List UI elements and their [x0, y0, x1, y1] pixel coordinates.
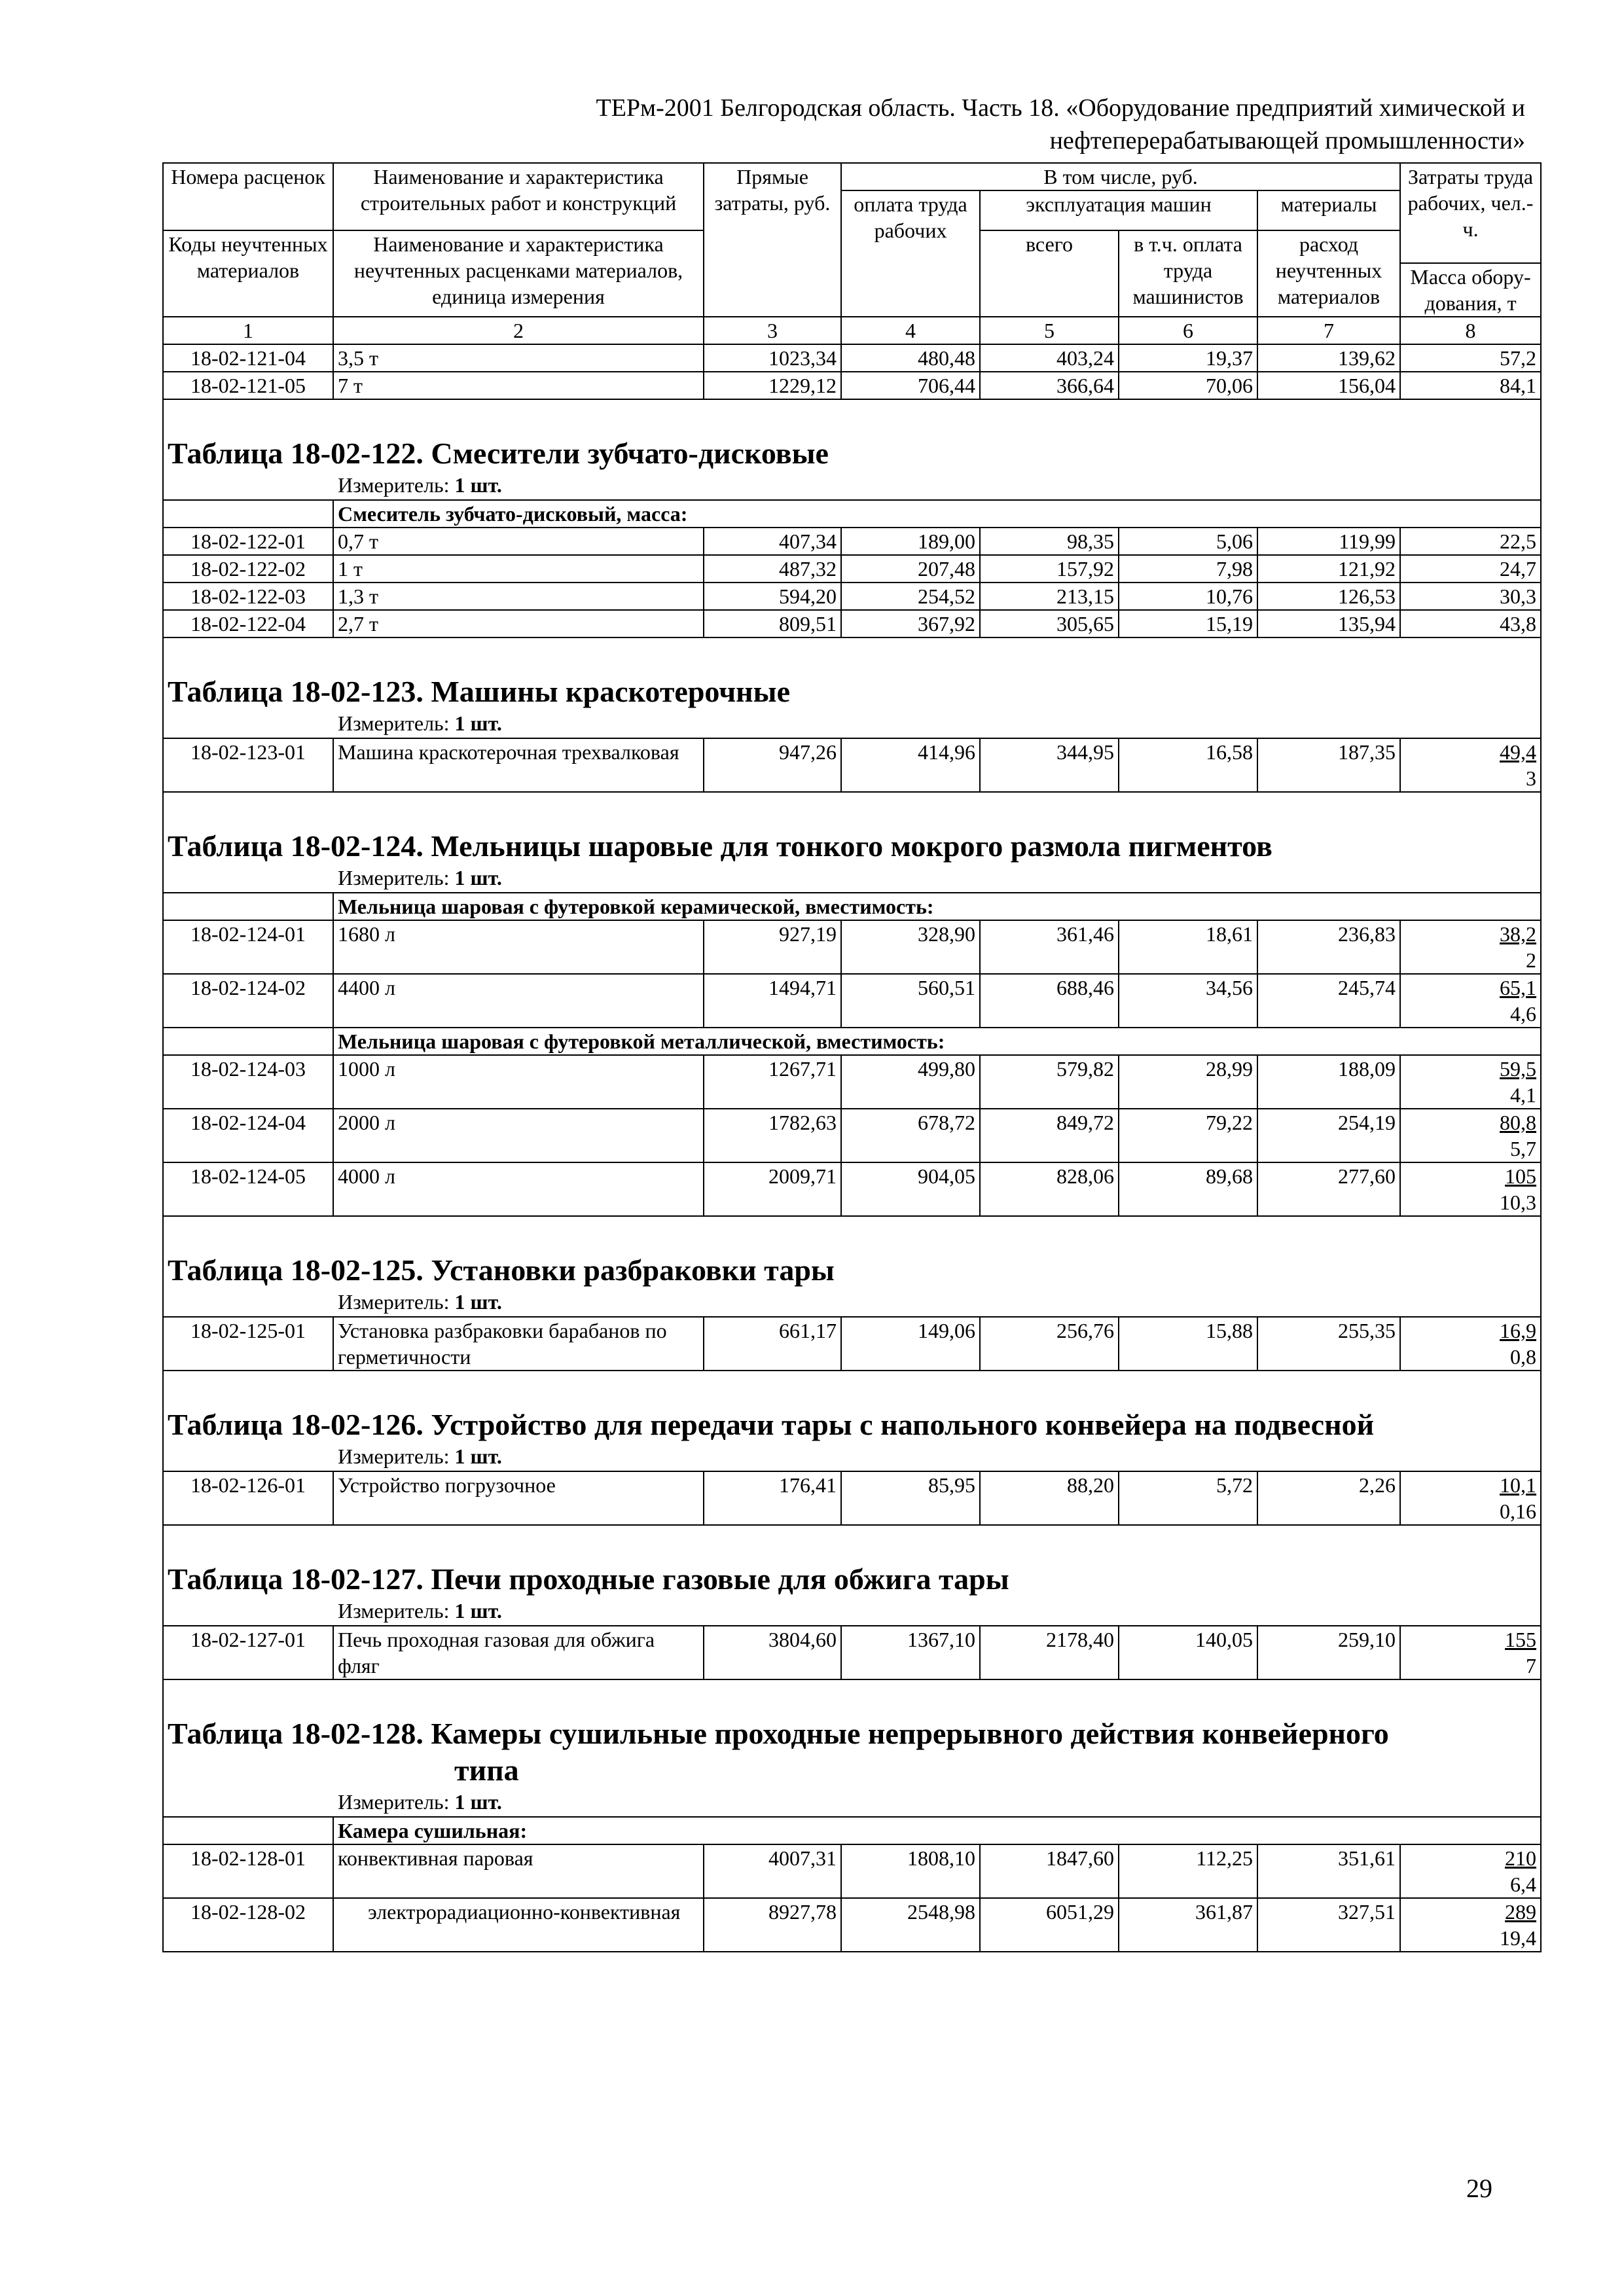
labor-hours: 155: [1505, 1628, 1537, 1651]
col-code-bottom: Коды неучтенных материалов: [163, 230, 333, 317]
materials-cost: 2,26: [1257, 1471, 1400, 1525]
section-heading-row: [163, 1679, 1541, 1817]
labor-hours: 59,5: [1500, 1057, 1537, 1081]
operator-wage: 5,72: [1119, 1471, 1257, 1525]
materials-cost: 327,51: [1257, 1898, 1400, 1952]
estimate-table: [162, 162, 1542, 1952]
rate-name: 3,5 т: [333, 344, 704, 372]
rate-code: 18-02-128-02: [163, 1898, 333, 1952]
equipment-mass: 3: [1526, 766, 1537, 790]
wage-cost: 1367,10: [841, 1626, 980, 1679]
materials-cost: 259,10: [1257, 1626, 1400, 1679]
direct-cost: 1023,34: [704, 344, 841, 372]
table-row: [163, 372, 1541, 399]
operator-wage: 15,88: [1119, 1317, 1257, 1371]
section-title: Таблица 18-02-124. Мельницы шаровые для тонкого мокрого размола пигментов: [168, 829, 1272, 863]
column-number-row: [163, 317, 1541, 344]
machine-cost: 403,24: [980, 344, 1119, 372]
equipment-mass: 0,8: [1510, 1345, 1537, 1369]
rate-code: 18-02-124-01: [163, 920, 333, 974]
rate-name: Машина краскотерочная трехвалковая: [333, 738, 704, 792]
rate-code: 18-02-124-04: [163, 1109, 333, 1162]
measure-line: Измеритель: 1 шт.: [338, 711, 502, 735]
wage-cost: 560,51: [841, 974, 980, 1028]
wage-cost: 328,90: [841, 920, 980, 974]
labor-hours: 16,9: [1500, 1319, 1537, 1342]
operator-wage: 361,87: [1119, 1898, 1257, 1952]
section-heading-row: [163, 792, 1541, 893]
direct-cost: 661,17: [704, 1317, 841, 1371]
labor-mass-cell: [1400, 738, 1541, 792]
direct-cost: 8927,78: [704, 1898, 841, 1952]
table-row: [163, 1844, 1541, 1898]
equipment-mass: 2: [1526, 948, 1537, 972]
machine-cost: 361,46: [980, 920, 1119, 974]
section-title: Таблица 18-02-126. Устройство для передачи тары с напольного конвейера на подвесной: [168, 1408, 1375, 1441]
rate-code: 18-02-128-01: [163, 1844, 333, 1898]
operator-wage: 16,58: [1119, 738, 1257, 792]
machine-cost: 849,72: [980, 1109, 1119, 1162]
labor-mass-cell: [1400, 1162, 1541, 1216]
materials-cost: 188,09: [1257, 1055, 1400, 1109]
wage-cost: 254,52: [841, 583, 980, 610]
table-row: [163, 528, 1541, 555]
rate-name: 1680 л: [333, 920, 704, 974]
labor-hours: 57,2: [1400, 344, 1541, 372]
direct-cost: 927,19: [704, 920, 841, 974]
table-row: [163, 1055, 1541, 1109]
rate-code: 18-02-121-04: [163, 344, 333, 372]
rate-code: 18-02-122-03: [163, 583, 333, 610]
direct-cost: 1494,71: [704, 974, 841, 1028]
equipment-mass: 10,3: [1500, 1191, 1537, 1214]
col-number: 7: [1257, 317, 1400, 344]
machine-cost: 305,65: [980, 610, 1119, 637]
group-label: Камера сушильная:: [333, 1817, 1541, 1844]
group-row: [163, 500, 1541, 528]
direct-cost: 947,26: [704, 738, 841, 792]
equipment-mass: 0,16: [1500, 1499, 1537, 1523]
col-machines-total: всего: [980, 230, 1119, 317]
equipment-mass: 19,4: [1500, 1926, 1537, 1950]
labor-mass-cell: [1400, 1055, 1541, 1109]
wage-cost: 189,00: [841, 528, 980, 555]
materials-cost: 139,62: [1257, 344, 1400, 372]
table-row: [163, 344, 1541, 372]
operator-wage: 7,98: [1119, 555, 1257, 583]
rate-code: 18-02-126-01: [163, 1471, 333, 1525]
materials-cost: 351,61: [1257, 1844, 1400, 1898]
labor-hours: 49,4: [1500, 740, 1537, 764]
section-heading-row: [163, 1525, 1541, 1626]
group-label: Мельница шаровая с футеровкой керамической, вместимость:: [333, 893, 1541, 920]
operator-wage: 34,56: [1119, 974, 1257, 1028]
rate-code: 18-02-124-05: [163, 1162, 333, 1216]
group-row: [163, 893, 1541, 920]
direct-cost: 407,34: [704, 528, 841, 555]
wage-cost: 904,05: [841, 1162, 980, 1216]
machine-cost: 344,95: [980, 738, 1119, 792]
labor-hours: 65,1: [1500, 976, 1537, 999]
col-materials: материалы: [1257, 190, 1400, 230]
equipment-mass: 4,6: [1510, 1002, 1537, 1026]
machine-cost: 579,82: [980, 1055, 1119, 1109]
direct-cost: 1229,12: [704, 372, 841, 399]
col-code-top: Номера расценок: [163, 163, 333, 230]
table-row: [163, 738, 1541, 792]
equipment-mass: 4,1: [1510, 1083, 1537, 1107]
rate-name: 0,7 т: [333, 528, 704, 555]
materials-cost: 121,92: [1257, 555, 1400, 583]
col-labor: Затраты труда рабочих, чел.-ч.: [1400, 163, 1541, 263]
group-row: [163, 1028, 1541, 1055]
estimate-sheet: [162, 162, 1540, 1952]
wage-cost: 85,95: [841, 1471, 980, 1525]
wage-cost: 2548,98: [841, 1898, 980, 1952]
wage-cost: 414,96: [841, 738, 980, 792]
materials-cost: 245,74: [1257, 974, 1400, 1028]
labor-mass-cell: [1400, 920, 1541, 974]
wage-cost: 1808,10: [841, 1844, 980, 1898]
equipment-mass: 5,7: [1510, 1137, 1537, 1160]
materials-cost: 126,53: [1257, 583, 1400, 610]
machine-cost: 366,64: [980, 372, 1119, 399]
operator-wage: 28,99: [1119, 1055, 1257, 1109]
measure-line: Измеритель: 1 шт.: [338, 473, 502, 497]
direct-cost: 2009,71: [704, 1162, 841, 1216]
direct-cost: 176,41: [704, 1471, 841, 1525]
labor-mass-cell: [1400, 1626, 1541, 1679]
labor-mass-cell: [1400, 1471, 1541, 1525]
section-heading-row: [163, 637, 1541, 738]
direct-cost: 809,51: [704, 610, 841, 637]
direct-cost: 1267,71: [704, 1055, 841, 1109]
machine-cost: 828,06: [980, 1162, 1119, 1216]
measure-line: Измеритель: 1 шт.: [338, 866, 502, 889]
section-heading-row: [163, 399, 1541, 500]
rate-code: 18-02-124-03: [163, 1055, 333, 1109]
labor-mass-cell: [1400, 974, 1541, 1028]
measure-line: Измеритель: 1 шт.: [338, 1290, 502, 1314]
rate-code: 18-02-124-02: [163, 974, 333, 1028]
section-title-continuation: типа: [454, 1753, 519, 1787]
machine-cost: 6051,29: [980, 1898, 1119, 1952]
rate-code: 18-02-121-05: [163, 372, 333, 399]
section-heading-row: [163, 1371, 1541, 1471]
col-machines-wage: в т.ч. оплата труда машинистов: [1119, 230, 1257, 317]
wage-cost: 678,72: [841, 1109, 980, 1162]
operator-wage: 15,19: [1119, 610, 1257, 637]
operator-wage: 112,25: [1119, 1844, 1257, 1898]
rate-code: 18-02-127-01: [163, 1626, 333, 1679]
machine-cost: 213,15: [980, 583, 1119, 610]
equipment-mass: 7: [1526, 1654, 1537, 1677]
measure-line: Измеритель: 1 шт.: [338, 1444, 502, 1468]
group-label: Мельница шаровая с футеровкой металлической, вместимость:: [333, 1028, 1541, 1055]
section-title: Таблица 18-02-127. Печи проходные газовые для обжига тары: [168, 1562, 1009, 1596]
table-row: [163, 1626, 1541, 1679]
rate-name: Печь проходная газовая для обжига фляг: [333, 1626, 704, 1679]
col-wage: оплата труда рабочих: [841, 190, 980, 317]
machine-cost: 1847,60: [980, 1844, 1119, 1898]
col-number: 2: [333, 317, 704, 344]
col-number: 8: [1400, 317, 1541, 344]
rate-code: 18-02-125-01: [163, 1317, 333, 1371]
col-machines: эксплуатация машин: [980, 190, 1257, 230]
materials-cost: 255,35: [1257, 1317, 1400, 1371]
group-label: Смеситель зубчато-дисковый, масса:: [333, 500, 1541, 528]
labor-hours: 10,1: [1500, 1473, 1537, 1497]
operator-wage: 70,06: [1119, 372, 1257, 399]
wage-cost: 367,92: [841, 610, 980, 637]
materials-cost: 254,19: [1257, 1109, 1400, 1162]
section-title: Таблица 18-02-122. Смесители зубчато-дисковые: [168, 437, 829, 470]
table-row: [163, 583, 1541, 610]
table-row: [163, 1317, 1541, 1371]
labor-hours: 289: [1505, 1900, 1537, 1924]
rate-name: 4000 л: [333, 1162, 704, 1216]
table-row: [163, 1471, 1541, 1525]
col-materials-unaccounted: расход неучтенных материалов: [1257, 230, 1400, 317]
labor-hours: 105: [1505, 1164, 1537, 1188]
table-row: [163, 920, 1541, 974]
labor-mass-cell: [1400, 1898, 1541, 1952]
materials-cost: 156,04: [1257, 372, 1400, 399]
materials-cost: 236,83: [1257, 920, 1400, 974]
section-heading-row: [163, 1216, 1541, 1317]
rate-name: 1000 л: [333, 1055, 704, 1109]
section-title: Таблица 18-02-123. Машины краскотерочные: [168, 675, 790, 708]
section-title: Таблица 18-02-128. Камеры сушильные проходные непрерывного действия конвейерного типа: [168, 1680, 1536, 1789]
direct-cost: 3804,60: [704, 1626, 841, 1679]
rate-name: 4400 л: [333, 974, 704, 1028]
rate-code: 18-02-122-02: [163, 555, 333, 583]
machine-cost: 157,92: [980, 555, 1119, 583]
rate-name: 1 т: [333, 555, 704, 583]
direct-cost: 594,20: [704, 583, 841, 610]
rate-name: Установка разбраковки барабанов по герметичности: [333, 1317, 704, 1371]
measure-line: Измеритель: 1 шт.: [338, 1790, 502, 1814]
page-number: 29: [1466, 2174, 1492, 2203]
table-row: [163, 610, 1541, 637]
header-line-2: нефтеперерабатывающей промышленности»: [1049, 127, 1525, 154]
section-title: Таблица 18-02-125. Установки разбраковки тары: [168, 1253, 835, 1287]
direct-cost: 487,32: [704, 555, 841, 583]
wage-cost: 149,06: [841, 1317, 980, 1371]
table-row: [163, 1162, 1541, 1216]
col-number: 5: [980, 317, 1119, 344]
rate-name: 2000 л: [333, 1109, 704, 1162]
direct-cost: 1782,63: [704, 1109, 841, 1162]
labor-hours: 210: [1505, 1846, 1537, 1870]
labor-hours: 84,1: [1400, 372, 1541, 399]
machine-cost: 256,76: [980, 1317, 1119, 1371]
table-row: [163, 974, 1541, 1028]
operator-wage: 89,68: [1119, 1162, 1257, 1216]
labor-hours: 22,5: [1400, 528, 1541, 555]
wage-cost: 480,48: [841, 344, 980, 372]
measure-line: Измеритель: 1 шт.: [338, 1599, 502, 1623]
labor-mass-cell: [1400, 1109, 1541, 1162]
rate-name: 7 т: [333, 372, 704, 399]
col-name-top: Наименование и характеристика строительных работ и конструкций: [333, 163, 704, 230]
materials-cost: 187,35: [1257, 738, 1400, 792]
rate-name: Устройство погрузочное: [333, 1471, 704, 1525]
machine-cost: 88,20: [980, 1471, 1119, 1525]
machine-cost: 98,35: [980, 528, 1119, 555]
table-row: [163, 1109, 1541, 1162]
col-number: 1: [163, 317, 333, 344]
rate-code: 18-02-122-04: [163, 610, 333, 637]
rate-name: 1,3 т: [333, 583, 704, 610]
col-mass: Масса обору-дования, т: [1400, 263, 1541, 317]
wage-cost: 499,80: [841, 1055, 980, 1109]
labor-mass-cell: [1400, 1844, 1541, 1898]
materials-cost: 135,94: [1257, 610, 1400, 637]
col-direct: Прямые затраты, руб.: [704, 163, 841, 317]
operator-wage: 10,76: [1119, 583, 1257, 610]
machine-cost: 688,46: [980, 974, 1119, 1028]
rate-name: электрорадиационно-конвективная: [333, 1898, 704, 1952]
header-line-1: ТЕРм-2001 Белгородская область. Часть 18. «Оборудование предприятий химической и: [596, 94, 1525, 122]
wage-cost: 706,44: [841, 372, 980, 399]
machine-cost: 2178,40: [980, 1626, 1119, 1679]
operator-wage: 79,22: [1119, 1109, 1257, 1162]
column-header-row-1: [163, 163, 1541, 190]
operator-wage: 5,06: [1119, 528, 1257, 555]
running-header: [157, 92, 1525, 157]
col-number: 4: [841, 317, 980, 344]
operator-wage: 19,37: [1119, 344, 1257, 372]
direct-cost: 4007,31: [704, 1844, 841, 1898]
table-row: [163, 555, 1541, 583]
col-incl: В том числе, руб.: [841, 163, 1400, 190]
labor-hours: 80,8: [1500, 1111, 1537, 1134]
equipment-mass: 6,4: [1510, 1873, 1537, 1896]
rate-code: 18-02-122-01: [163, 528, 333, 555]
col-number: 6: [1119, 317, 1257, 344]
labor-hours: 38,2: [1500, 922, 1537, 946]
table-row: [163, 1898, 1541, 1952]
col-name-bottom: Наименование и характеристика неучтенных расценками материалов, единица измерения: [333, 230, 704, 317]
materials-cost: 119,99: [1257, 528, 1400, 555]
wage-cost: 207,48: [841, 555, 980, 583]
labor-hours: 30,3: [1400, 583, 1541, 610]
operator-wage: 18,61: [1119, 920, 1257, 974]
labor-hours: 24,7: [1400, 555, 1541, 583]
materials-cost: 277,60: [1257, 1162, 1400, 1216]
rate-name: конвективная паровая: [333, 1844, 704, 1898]
rate-code: 18-02-123-01: [163, 738, 333, 792]
operator-wage: 140,05: [1119, 1626, 1257, 1679]
labor-mass-cell: [1400, 1317, 1541, 1371]
col-number: 3: [704, 317, 841, 344]
rate-name: 2,7 т: [333, 610, 704, 637]
group-row: [163, 1817, 1541, 1844]
labor-hours: 43,8: [1400, 610, 1541, 637]
